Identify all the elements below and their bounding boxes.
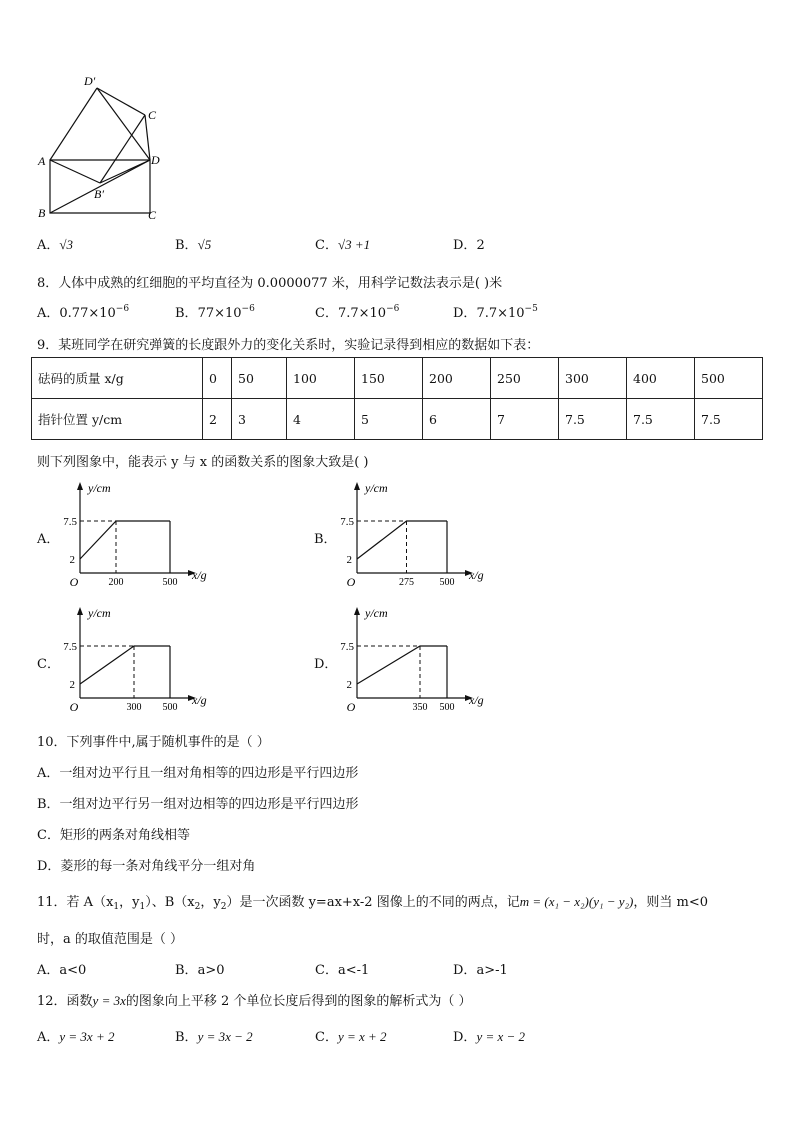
table-cell: 3 [232,399,287,440]
x-tick-label: 350 [412,702,428,713]
y-tick-label: 7.5 [340,516,354,528]
label-c-top: C [148,108,157,122]
q7-option-b: B．√5 [175,237,212,253]
q9-graph-b [337,478,484,593]
q10-option-d: D．菱形的每一条对角线平分一组对角 [37,859,256,874]
table-cell: 7.5 [627,399,695,440]
label-d: D [151,153,160,167]
q9-graph-a [60,478,207,593]
table-cell: 500 [695,358,763,399]
table-cell: 150 [355,358,423,399]
q7-geometry-figure [30,70,170,225]
q11-stem-line2: 时，a 的取值范围是（ ） [37,932,184,947]
q9-stem: 9．某班同学在研究弹簧的长度跟外力的变化关系时，实验记录得到相应的数据如下表： [37,338,540,353]
q12-option-d: D．y = x − 2 [453,1029,526,1045]
function-line [357,646,447,684]
x-tick-label: 500 [439,577,455,588]
function-line [80,646,170,684]
q9-data-table [31,357,763,440]
q12-option-c: C．y = x + 2 [315,1029,387,1045]
q12-function: y = 3x [92,993,126,1008]
x-tick-label: 500 [162,702,178,713]
y-axis-label: y/cm [88,606,111,620]
q11-stem: 11．若 $A(x_1$，$y_1$）、$B(x_2$，$y_2$）是一次函数 y=ax+x-2 图像上的不同的两点，记m = (x₁ − x₂)(y₁ − y₂)，则当 m<0 [37,894,709,912]
segment-dprime-d [97,88,150,160]
q9-question: 则下列图象中，能表示 y 与 x 的函数关系的图象大致是( ) [37,455,369,470]
table-header-position: 指针位置 y/cm [32,399,203,440]
table-cell: 100 [287,358,355,399]
table-cell: 200 [423,358,491,399]
y-axis-label: y/cm [365,481,388,495]
q9-graph-d-letter: D． [314,657,338,672]
table-cell: 4 [287,399,355,440]
q10-option-b: B．一组对边平行另一组对边相等的四边形是平行四边形 [37,797,359,812]
q9-graph-d [337,603,484,718]
origin-label: O [69,575,79,589]
segment-a-dprime [50,88,97,160]
y-axis-arrow [354,482,360,490]
origin-label: O [69,700,79,714]
x-tick-label: 500 [162,577,178,588]
x-tick-label: 275 [399,577,414,588]
table-cell: 0 [203,358,232,399]
segment-a-bprime [50,160,100,183]
x-axis-label: x/g [192,693,207,707]
x-axis-label: x/g [192,568,207,582]
label-b: B [38,206,46,220]
x-tick-label: 300 [126,702,142,713]
q7-option-d: D．2 [453,238,485,253]
q11-option-d: D．a>-1 [453,963,508,978]
q10-stem: 10．下列事件中,属于随机事件的是（ ） [37,735,270,750]
q11-option-c: C．a<-1 [315,963,370,978]
q8-option-a: A．$0.77\times 10^{-6}$ [37,304,130,321]
function-line [80,521,170,559]
q11-option-b: B．a>0 [175,963,225,978]
q9-graph-a-letter: A． [37,532,60,547]
x-tick-label: 200 [108,577,124,588]
table-row-position [32,399,763,440]
q8-option-b: B．$77\times 10^{-6}$ [175,304,255,321]
y-tick-label: 7.5 [63,641,77,653]
table-cell: 7.5 [695,399,763,440]
segment-dprime-c [97,88,145,115]
origin-label: O [346,700,356,714]
x-tick-label: 500 [439,702,455,713]
label-d-prime: D′ [84,74,96,88]
q8-option-c: C．$7.7\times 10^{-6}$ [315,304,400,321]
q10-option-c: C．矩形的两条对角线相等 [37,828,190,843]
y-tick-label: 7.5 [63,516,77,528]
table-cell: 5 [355,399,423,440]
y-tick-label: 2 [346,679,352,691]
q12-stem: 12．函数y = 3x的图象向上平移 2 个单位长度后得到的图象的解析式为（ ） [37,993,472,1009]
q9-graph-c-letter: C． [37,657,60,672]
y-axis-arrow [77,482,83,490]
table-cell: 400 [627,358,695,399]
table-row-mass [32,358,763,399]
q11-formula: m = (x₁ − x₂)(y₁ − y₂) [519,894,634,909]
y-axis-label: y/cm [365,606,388,620]
y-tick-label: 2 [346,554,352,566]
q8-option-d: D．$7.7\times 10^{-5}$ [453,304,538,321]
function-line [357,521,447,559]
label-a: A [38,154,46,168]
q10-option-a: A．一组对边平行且一组对角相等的四边形是平行四边形 [37,766,359,781]
q12-option-b: B．y = 3x − 2 [175,1029,253,1045]
table-cell: 2 [203,399,232,440]
y-axis-arrow [77,607,83,615]
y-axis-arrow [354,607,360,615]
table-cell: 6 [423,399,491,440]
x-axis-label: x/g [469,693,484,707]
y-tick-label: 7.5 [340,641,354,653]
y-tick-label: 2 [69,679,75,691]
table-header-mass: 砝码的质量 x/g [32,358,203,399]
table-cell: 7 [491,399,559,440]
q9-graph-c [60,603,207,718]
y-axis-label: y/cm [88,481,111,495]
label-c-bottom: C [148,208,157,222]
table-cell: 50 [232,358,287,399]
q7-option-a: A．√3 [37,237,74,253]
q11-option-a: A．a<0 [37,963,87,978]
table-cell: 250 [491,358,559,399]
q8-stem: 8．人体中成熟的红细胞的平均直径为 0.0000077 米，用科学记数法表示是( )米 [37,276,503,291]
table-cell: 7.5 [559,399,627,440]
q12-option-a: A．y = 3x + 2 [37,1029,115,1045]
table-cell: 300 [559,358,627,399]
q7-option-c: C．√3 +1 [315,237,371,253]
x-axis-label: x/g [469,568,484,582]
y-tick-label: 2 [69,554,75,566]
origin-label: O [346,575,356,589]
q9-graph-b-letter: B． [314,532,337,547]
label-b-prime: B′ [94,187,104,201]
